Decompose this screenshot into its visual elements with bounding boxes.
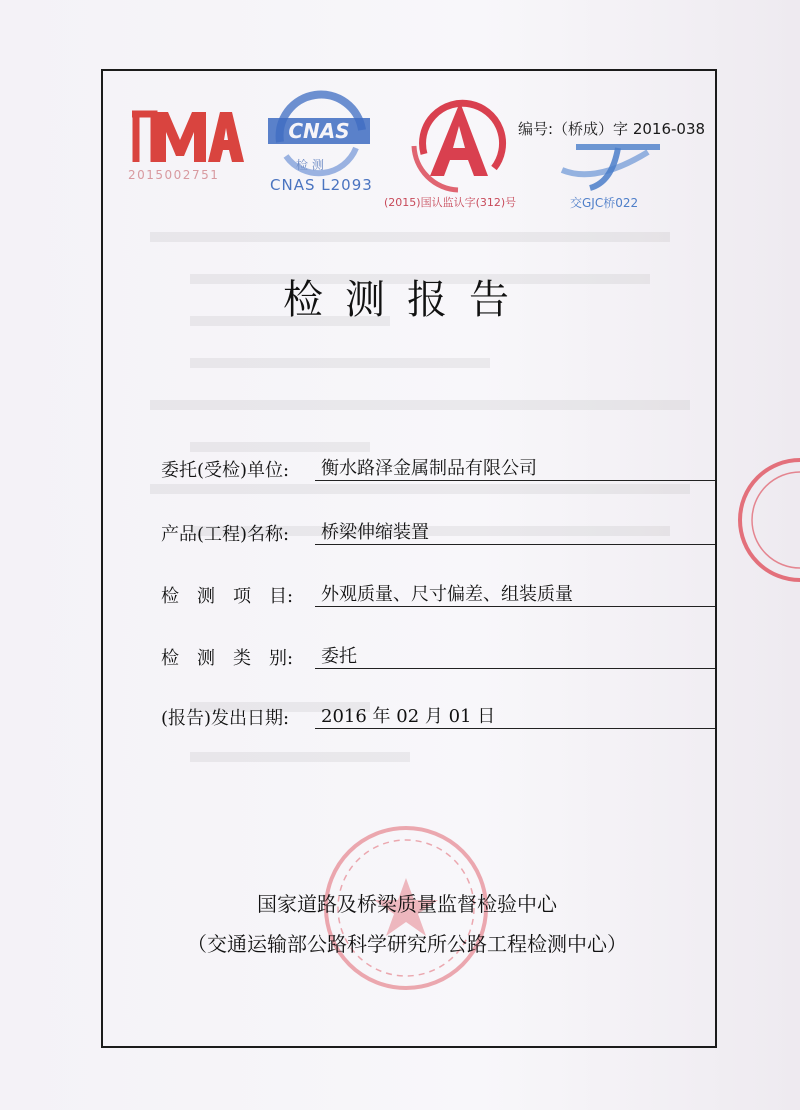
field-test-items — [161, 582, 573, 608]
field-value: 委托 — [321, 646, 357, 667]
underline — [315, 606, 715, 607]
partial-seal — [730, 450, 800, 590]
underline — [315, 668, 715, 669]
report-number: 编号:（桥成）字 2016-038 — [518, 120, 706, 138]
field-label: (报告)发出日期: — [161, 708, 290, 729]
field-label: 委托(受检)单位: — [161, 460, 290, 481]
issuer-subtitle: （交通运输部公路科学研究所公路工程检测中心） — [187, 932, 627, 956]
cal-logo — [384, 84, 534, 210]
transport-caption: 交GJC桥022 — [570, 196, 639, 210]
cnas-code: CNAS L2093 — [270, 176, 373, 194]
field-issue-date — [161, 704, 496, 730]
field-client — [161, 456, 537, 482]
field-product — [161, 520, 429, 546]
field-label: 产品(工程)名称: — [161, 524, 290, 545]
cal-caption: (2015)国认监认字(312)号 — [384, 196, 517, 209]
cma-number: 2015002751 — [128, 168, 220, 182]
field-value: 外观质量、尺寸偏差、组装质量 — [321, 584, 573, 605]
field-value: 2016 年 02 月 01 日 — [321, 706, 496, 727]
underline — [315, 728, 715, 729]
field-value: 衡水路泽金属制品有限公司 — [321, 458, 537, 479]
field-label: 检 测 类 别: — [161, 648, 294, 669]
underline — [315, 544, 715, 545]
field-label: 检 测 项 目: — [161, 586, 294, 607]
cnas-subtitle: 检 测 — [296, 158, 324, 172]
field-value: 桥梁伸缩装置 — [321, 522, 429, 543]
field-test-category — [161, 644, 357, 670]
report-title: 检测报告 — [283, 277, 531, 323]
svg-text:CNAS: CNAS — [288, 119, 350, 143]
issuer-name: 国家道路及桥梁质量监督检验中心 — [257, 892, 557, 916]
underline — [315, 480, 715, 481]
